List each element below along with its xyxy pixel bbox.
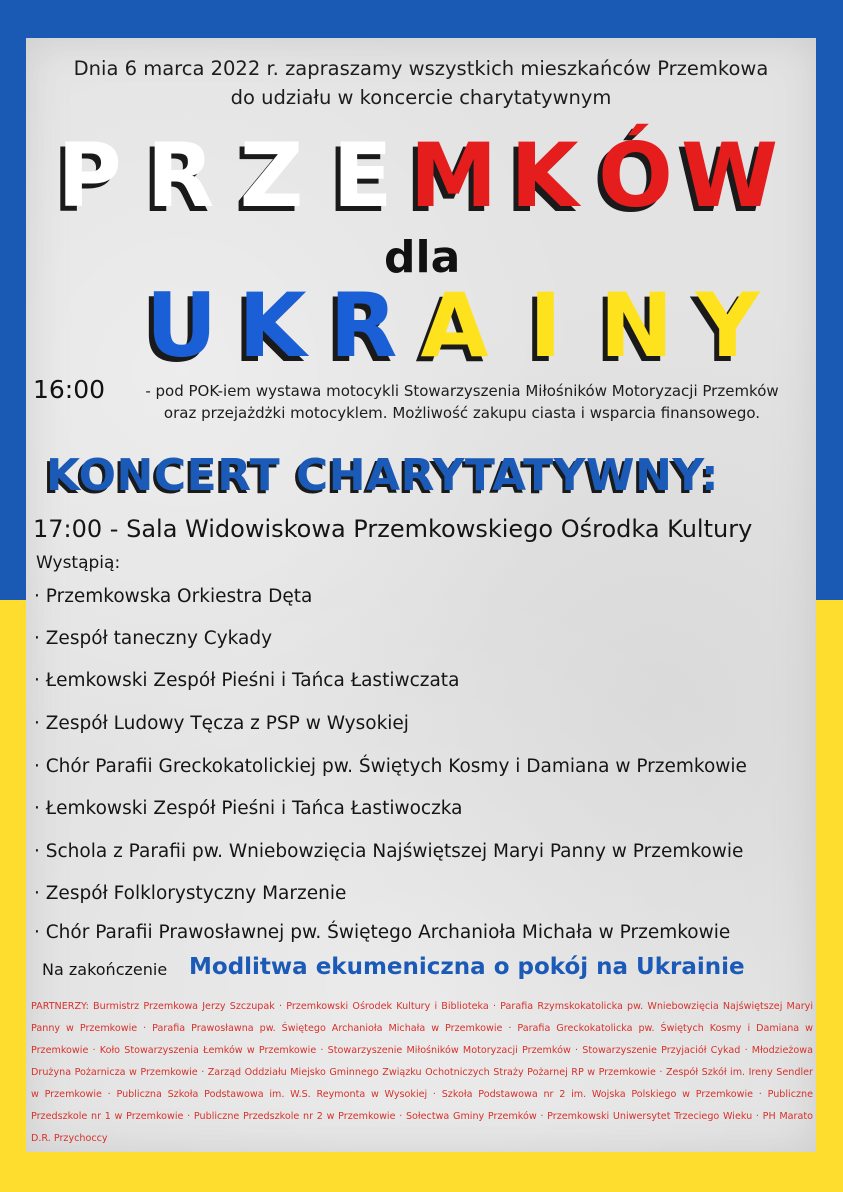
title-letter: Ó bbox=[598, 124, 673, 227]
title-przemkow bbox=[44, 124, 779, 227]
title-letter: E bbox=[332, 124, 393, 227]
title-letter: K bbox=[510, 124, 579, 227]
performer-item: · Chór Parafii Greckokatolickiej pw. Świętych Kosmy i Damiana w Przemkowie bbox=[34, 756, 747, 777]
performer-item: · Łemkowski Zespół Pieśni i Tańca Łastiwoczka bbox=[34, 798, 463, 819]
intro-line-2: do udziału w koncercie charytatywnym bbox=[230, 86, 612, 109]
event-description bbox=[112, 380, 812, 424]
performer-item: · Chór Parafii Prawosławnej pw. Świętego Archanioła Michała w Przemkowie bbox=[34, 922, 731, 943]
event-description-line-2: oraz przejażdżki motocyklem. Możliwość zakupu ciasta i wsparcia finansowego. bbox=[163, 404, 761, 422]
title-letter: I bbox=[529, 274, 562, 377]
performer-item: · Zespół taneczny Cykady bbox=[34, 628, 273, 649]
title-ukrainy bbox=[136, 274, 773, 377]
title-letter: Z bbox=[239, 124, 304, 227]
title-letter: U bbox=[145, 274, 218, 377]
partners-list: PARTNERZY: Burmistrz Przemkowa Jerzy Szczupak · Przemkowski Ośrodek Kultury i Biblioteka · Parafia Rzymskokatolicka pw. Wniebowzięcia Najświętszej Maryi Panny w Przemkowie · Parafia Prawosławna pw. Świętego Archanioła Michała w Przemkowie · Parafia Greckokatolicka pw. Świętych Kosmy i Damiana w Przemkowie · Koło Stowarzyszenia Łemków w Przemkowie · Stowarzyszenie Miłośników Motoryzacji Przemków · Stowarzyszenie Przyjaciół Cykad · Młodzieżowa Drużyna Pożarnicza w Przemkowie · Zarząd Oddziału Miejsko Gminnego Związku Ochotniczych Straży Pożarnej RP w Przemkowie · Zespół Szkół im. Ireny Sendler w Przemkowie · Publiczna Szkoła Podstawowa im. W.S. Reymonta w Wysokiej · Szkoła Podstawowa nr 2 im. Wojska Polskiego w Przemkowie · Publiczne Przedszkole nr 1 w Przemkowie · Publiczne Przedszkole nr 2 w Przemkowie · Sołectwa Gminy Przemków · Przemkowski Uniwersytet Trzeciego Wieku · PH Marato D.R. Przychoccy bbox=[31, 1001, 813, 1144]
performer-item: · Zespół Ludowy Tęcza z PSP w Wysokiej bbox=[34, 713, 409, 734]
performer-item: · Przemkowska Orkiestra Dęta bbox=[34, 586, 313, 607]
title-letter: Y bbox=[695, 274, 760, 377]
intro-line-1: Dnia 6 marca 2022 r. zapraszamy wszystkich mieszkańców Przemkowa bbox=[73, 57, 769, 80]
title-letter: W bbox=[681, 124, 779, 227]
concert-heading: KONCERT CHARYTATYWNY: bbox=[46, 450, 720, 501]
title-letter: P bbox=[57, 124, 122, 227]
event-description-line-1: - pod POK-iem wystawa motocykli Stowarzyszenia Miłośników Motoryzacji Przemków bbox=[145, 382, 779, 400]
title-connector: dla bbox=[384, 232, 461, 283]
title-letter: K bbox=[238, 274, 307, 377]
title-letter: A bbox=[420, 274, 489, 377]
performer-item: · Zespół Folklorystyczny Marzenie bbox=[34, 883, 347, 904]
intro-text bbox=[26, 54, 816, 112]
title-letter: N bbox=[599, 274, 674, 377]
title-letter: R bbox=[146, 124, 215, 227]
closing-label: Na zakończenie bbox=[42, 960, 168, 979]
concert-venue: 17:00 - Sala Widowiskowa Przemkowskiego Ośrodka Kultury bbox=[33, 515, 753, 543]
title-letter: M bbox=[409, 124, 498, 227]
event-time: 16:00 bbox=[33, 375, 106, 404]
performers-label: Wystąpią: bbox=[36, 553, 121, 573]
title-letter: R bbox=[329, 274, 398, 377]
closing-prayer: Modlitwa ekumeniczna o pokój na Ukrainie bbox=[189, 954, 745, 980]
performer-item: · Schola z Parafii pw. Wniebowzięcia Najświętszej Maryi Panny w Przemkowie bbox=[34, 841, 744, 862]
performer-item: · Łemkowski Zespół Pieśni i Tańca Łastiwczata bbox=[34, 670, 460, 691]
